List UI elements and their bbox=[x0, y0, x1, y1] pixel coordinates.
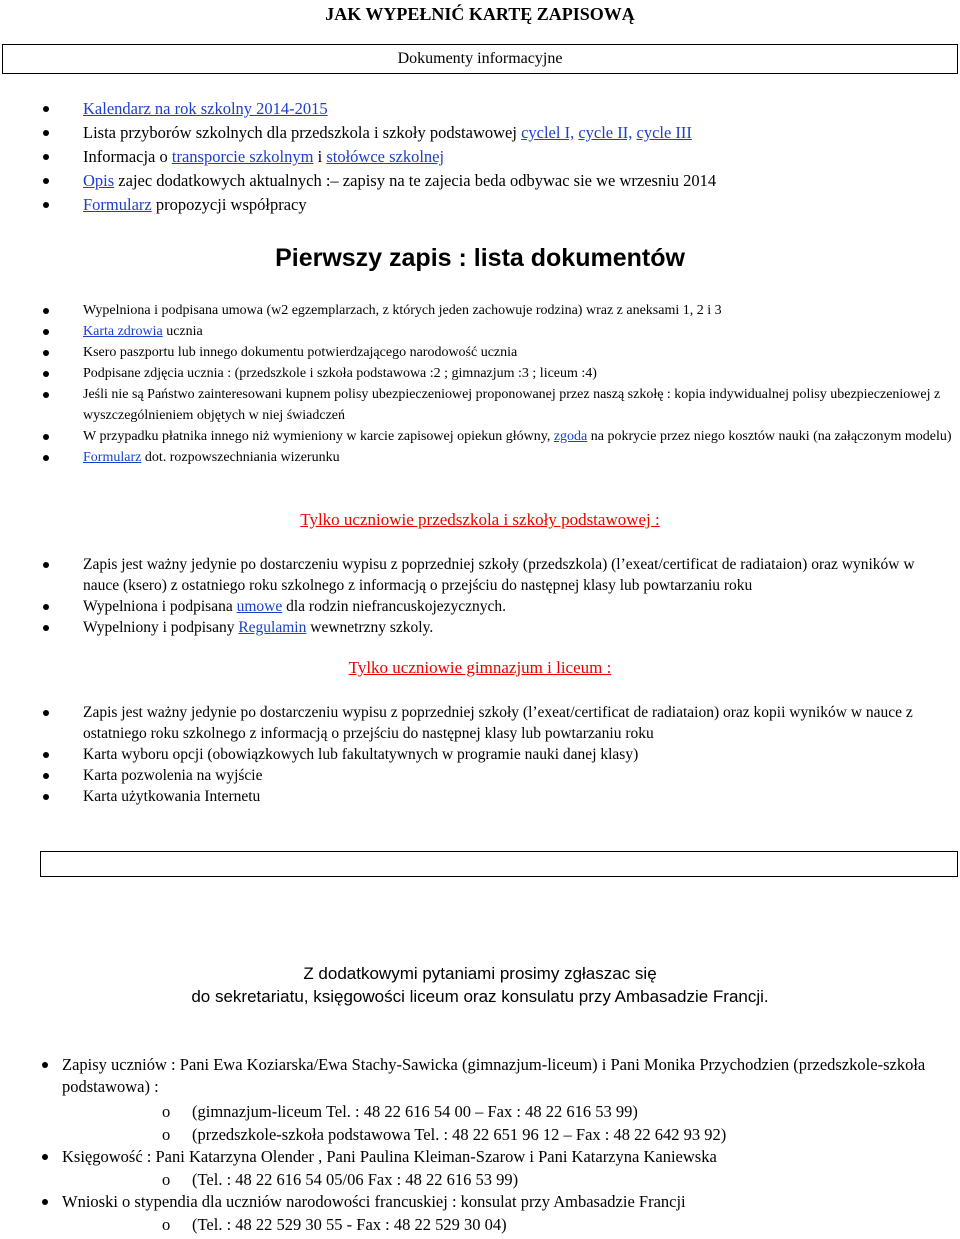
sub-item bbox=[62, 1123, 957, 1146]
list-item bbox=[83, 617, 953, 638]
list-item: Ksero paszportu lub innego dokumentu potwierdzającego narodowość ucznia bbox=[83, 342, 953, 363]
info-documents-box bbox=[2, 44, 958, 74]
sub-text: (gimnazjum-liceum Tel. : 48 22 616 54 00 – Fax : 48 22 616 53 99) bbox=[192, 1102, 638, 1121]
contact-notice bbox=[0, 962, 960, 1008]
list-item: Wypelniona i podpisana umowa (w2 egzemplarzach, z których jeden zachowuje rodzina) wraz z aneksami 1, 2 i 3 bbox=[83, 300, 953, 321]
list-text: zajec dodatkowych aktualnych :– zapisy na te zajecia beda odbywac sie we wrzesniu 2014 bbox=[114, 171, 717, 190]
list-item: Karta użytkowania Internetu bbox=[83, 786, 953, 807]
primary-section-heading: Tylko uczniowie przedszkola i szkoły podstawowej : bbox=[300, 510, 660, 529]
sub-text: (Tel. : 48 22 529 30 55 - Fax : 48 22 529 30 04) bbox=[192, 1215, 507, 1234]
school-canteen-link[interactable]: stołówce szkolnej bbox=[326, 147, 445, 166]
list-item: Jeśli nie są Państwo zainteresowani kupnem polisy ubezpieczeniowej proponowanej przez naszą szkołę : kopia indywidualnej polisy ubezpieczeniowej z wyszczególnieniem objętych w niej świadczeń bbox=[83, 384, 953, 426]
list-item bbox=[62, 1191, 957, 1236]
list-item bbox=[83, 596, 953, 617]
cycle-3-link[interactable]: cycle III bbox=[636, 123, 692, 142]
cooperation-form-link[interactable]: Formularz bbox=[83, 195, 152, 214]
sub-item bbox=[62, 1100, 957, 1123]
sub-marker: o bbox=[162, 1102, 171, 1121]
list-item bbox=[83, 447, 953, 468]
secondary-section-heading: Tylko uczniowie gimnazjum i liceum : bbox=[348, 658, 612, 677]
first-enrollment-heading: Pierwszy zapis : lista dokumentów bbox=[275, 244, 685, 272]
list-item: Podpisane zdjęcia ucznia : (przedszkole i szkoła podstawowa :2 ; gimnazjum :3 ; liceum :4) bbox=[83, 363, 953, 384]
sub-item bbox=[62, 1168, 957, 1191]
sub-marker: o bbox=[162, 1170, 171, 1189]
secondary-requirements-list bbox=[83, 702, 953, 807]
list-text: propozycji współpracy bbox=[151, 195, 307, 214]
enrollment-contact: Zapisy uczniów : Pani Ewa Koziarska/Ewa Stachy-Sawicka (gimnazjum-liceum) i Pani Monika Przychodzien (przedszkole-szkoła podstawowa) : bbox=[62, 1055, 926, 1096]
contact-line-2: do sekretariatu, księgowości liceum oraz konsulatu przy Ambasadzie Francji. bbox=[191, 987, 769, 1006]
contact-line-1: Z dodatkowymi pytaniami prosimy zgłaszac się bbox=[303, 964, 657, 983]
list-text: Informacja o bbox=[83, 147, 172, 166]
list-item: Karta wyboru opcji (obowiązkowych lub fakultatywnych w programie nauki danej klasy) bbox=[83, 744, 953, 765]
list-item bbox=[83, 321, 953, 342]
health-card-link[interactable]: Karta zdrowia bbox=[83, 324, 163, 339]
list-item: Zapis jest ważny jedynie po dostarczeniu wypisu z poprzedniej szkoły (l’exeat/certificat de radiataion) oraz kopii wyników w nauce z ostatniego roku szkolnego z informacją o przejściu do następnej klasy lub powtarzaniu roku bbox=[83, 702, 953, 744]
scholarship-contact: Wnioski o stypendia dla uczniów narodowości francuskiej : konsulat przy Ambasadzie Francji bbox=[62, 1192, 686, 1211]
list-item bbox=[83, 426, 953, 447]
primary-requirements-list bbox=[83, 554, 953, 638]
image-form-link[interactable]: Formularz bbox=[83, 450, 142, 465]
calendar-link[interactable]: Kalendarz na rok szkolny 2014-2015 bbox=[83, 99, 328, 118]
accounting-contact: Księgowość : Pani Katarzyna Olender , Pani Paulina Kleiman-Szarow i Pani Katarzyna Kaniewska bbox=[62, 1147, 717, 1166]
cycle-1-link[interactable]: cyclel I, bbox=[521, 123, 575, 142]
contract-link[interactable]: umowe bbox=[236, 598, 283, 615]
sub-text: (Tel. : 48 22 616 54 05/06 Fax : 48 22 616 53 99) bbox=[192, 1170, 519, 1189]
empty-box bbox=[40, 851, 958, 877]
list-item: Karta pozwolenia na wyjście bbox=[83, 765, 953, 786]
page-title: JAK WYPEŁNIĆ KARTĘ ZAPISOWĄ bbox=[325, 4, 635, 24]
sub-item bbox=[62, 1213, 957, 1236]
activities-description-link[interactable]: Opis bbox=[83, 171, 115, 190]
list-item: Zapis jest ważny jedynie po dostarczeniu wypisu z poprzedniej szkoły (przedszkola) (l’exeat/certificat de radiataion) oraz wyników w nauce (ksero) z ostatniego roku szkolnego z informacją o przejściu do następnej klasy lub powtarzaniu roku bbox=[83, 554, 953, 596]
list-item bbox=[62, 1146, 957, 1191]
list-text: dot. rozpowszechniania wizerunku bbox=[141, 450, 340, 465]
list-text: Lista przyborów szkolnych dla przedszkola i szkoły podstawowej bbox=[83, 123, 522, 142]
sub-marker: o bbox=[162, 1125, 171, 1144]
list-item bbox=[83, 169, 716, 193]
info-documents-list bbox=[83, 97, 716, 217]
info-documents-title: Dokumenty informacyjne bbox=[397, 50, 563, 67]
list-text: dla rodzin niefrancuskojezycznych. bbox=[282, 598, 507, 615]
sub-text: (przedszkole-szkoła podstawowa Tel. : 48 22 651 96 12 – Fax : 48 22 642 93 92) bbox=[192, 1125, 727, 1144]
list-item bbox=[83, 193, 716, 217]
list-text: Wypelniona i podpisana bbox=[83, 598, 237, 615]
cycle-2-link[interactable]: cycle II, bbox=[578, 123, 633, 142]
consent-link[interactable]: zgoda bbox=[553, 429, 588, 444]
sub-marker: o bbox=[162, 1215, 171, 1234]
list-text: ucznia bbox=[162, 324, 203, 339]
list-text: Wypelniony i podpisany bbox=[83, 619, 239, 636]
regulations-link[interactable]: Regulamin bbox=[238, 619, 307, 636]
list-item bbox=[83, 121, 716, 145]
list-text: na pokrycie przez niego kosztów nauki (na załączonym modelu) bbox=[587, 429, 952, 444]
list-text: W przypadku płatnika innego niż wymieniony w karcie zapisowej opiekun główny, bbox=[83, 429, 554, 444]
contacts-list bbox=[62, 1054, 957, 1236]
list-text: wewnetrzny szkoly. bbox=[306, 619, 434, 636]
list-item bbox=[62, 1054, 957, 1146]
list-item bbox=[83, 145, 716, 169]
documents-list bbox=[83, 300, 953, 468]
list-item bbox=[83, 97, 716, 121]
school-transport-link[interactable]: transporcie szkolnym bbox=[171, 147, 314, 166]
list-text: i bbox=[313, 147, 327, 166]
